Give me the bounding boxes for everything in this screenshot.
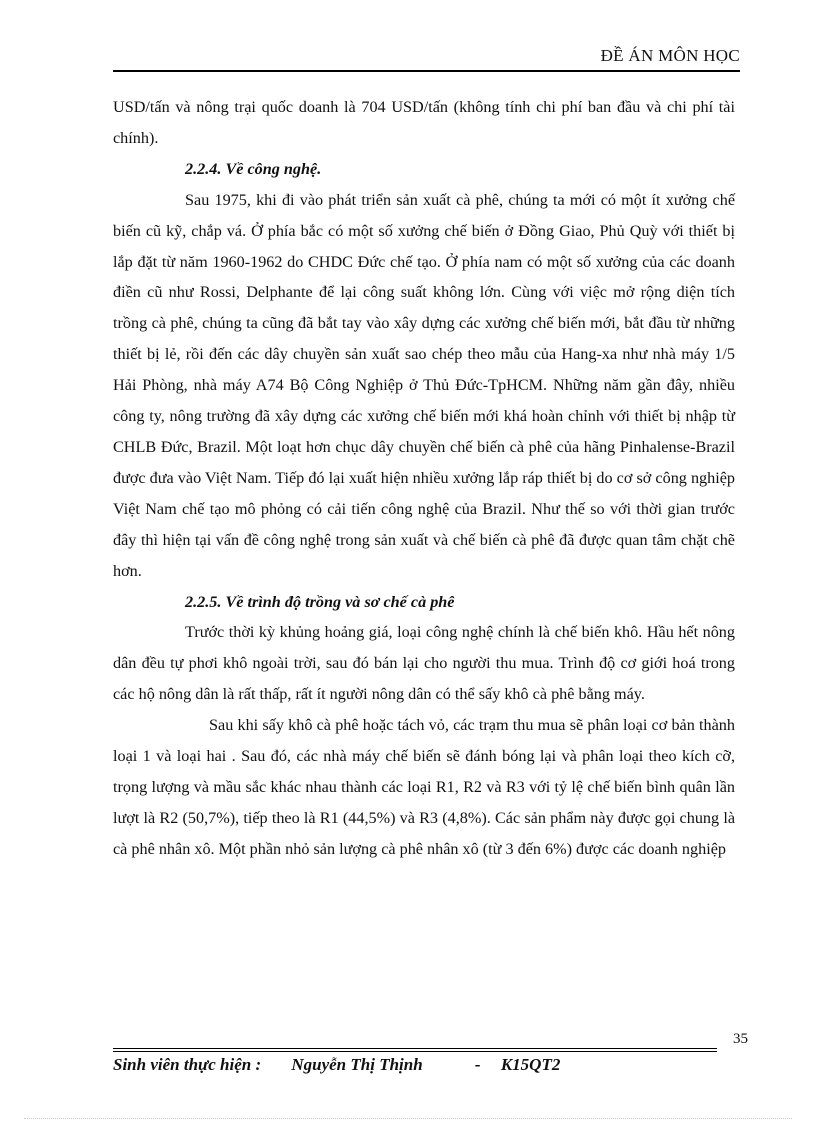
footer-rule-top xyxy=(113,1048,717,1049)
footer-author: Nguyễn Thị Thịnh xyxy=(291,1055,423,1074)
body-paragraph-technology: Sau 1975, khi đi vào phát triển sản xuất cà phê, chúng ta mới có một ít xưởng chế biến cũ kỹ, chắp vá. Ở phía bắc có một số xưởng chế biến ở Đồng Giao, Phủ Quỳ với thiết bị lắp đặt từ năm 1960-1962 do CHDC Đức chế tạo. Ở phía nam có một số xưởng của các doanh điền cũ như Rossi, Delphante để lại công suất không lớn. Cùng với việc mở rộng diện tích trồng cà phê, chúng ta cũng đã bắt tay vào xây dựng các xưởng chế biến mới, bắt đầu từ những thiết bị lẻ, rồi đến các dây chuyền sản xuất sao chép theo mẫu của Hang-xa như nhà máy 1/5 Hải Phòng, nhà máy A74 Bộ Công Nghiệp ở Thủ Đức-TpHCM. Những năm gần đây, nhiều công ty, nông trường đã xây dựng các xưởng chế biến mới khá hoàn chỉnh với thiết bị nhập từ CHLB Đức, Brazil. Một loạt hơn chục dây chuyền chế biến cà phê của hãng Pinhalense-Brazil được đưa vào Việt Nam. Tiếp đó lại xuất hiện nhiều xưởng lắp ráp thiết bị do cơ sở công nghiệp Việt Nam chế tạo mô phỏng có cải tiến công nghệ của Brazil. Như thế so với thời gian trước đây thì hiện tại vấn đề công nghệ trong sản xuất và chế biến cà phê đã được quan tâm chặt chẽ hơn. xyxy=(113,190,735,580)
section-heading-2-2-4: 2.2.4. Về công nghệ. xyxy=(185,159,322,178)
body-paragraph-continued: USD/tấn và nông trại quốc doanh là 704 USD/tấn (không tính chi phí ban đầu và chi phí tài chính). xyxy=(113,98,735,147)
footer-label: Sinh viên thực hiện : xyxy=(113,1055,262,1074)
page-body xyxy=(113,92,735,865)
footer-rule-bottom xyxy=(113,1051,717,1052)
section-heading-2-2-5: 2.2.5. Về trình độ trồng và sơ chế cà phê xyxy=(185,592,455,611)
document-header-title: ĐỀ ÁN MÔN HỌC xyxy=(600,46,740,65)
body-paragraph-classification: Sau khi sấy khô cà phê hoặc tách vỏ, các trạm thu mua sẽ phân loại cơ bản thành loại 1 và loại hai . Sau đó, các nhà máy chế biến sẽ đánh bóng lại và phân loại theo kích cỡ, trọng lượng và mầu sắc khác nhau thành các loại R1, R2 và R3 với tỷ lệ chế biến bình quân lần lượt là R2 (50,7%), tiếp theo là R1 (44,5%) và R3 (4,8%). Các sản phẩm này được gọi chung là cà phê nhân xô. Một phần nhỏ sản lượng cà phê nhân xô (từ 3 đến 6%) được các doanh nghiệp xyxy=(113,716,735,858)
page-bottom-border xyxy=(24,1118,792,1119)
footer-separator: - xyxy=(474,1055,481,1074)
header-rule xyxy=(113,70,740,72)
page-number: 35 xyxy=(733,1031,748,1047)
document-footer xyxy=(113,1055,560,1075)
footer-class-code: K15QT2 xyxy=(500,1055,561,1074)
body-paragraph-processing-level: Trước thời kỳ khủng hoảng giá, loại công nghệ chính là chế biến khô. Hầu hết nông dân đều tự phơi khô ngoài trời, sau đó bán lại cho người thu mua. Trình độ cơ giới hoá trong các hộ nông dân là rất thấp, rất ít người nông dân có thể sấy khô cà phê bằng máy. xyxy=(113,623,735,704)
